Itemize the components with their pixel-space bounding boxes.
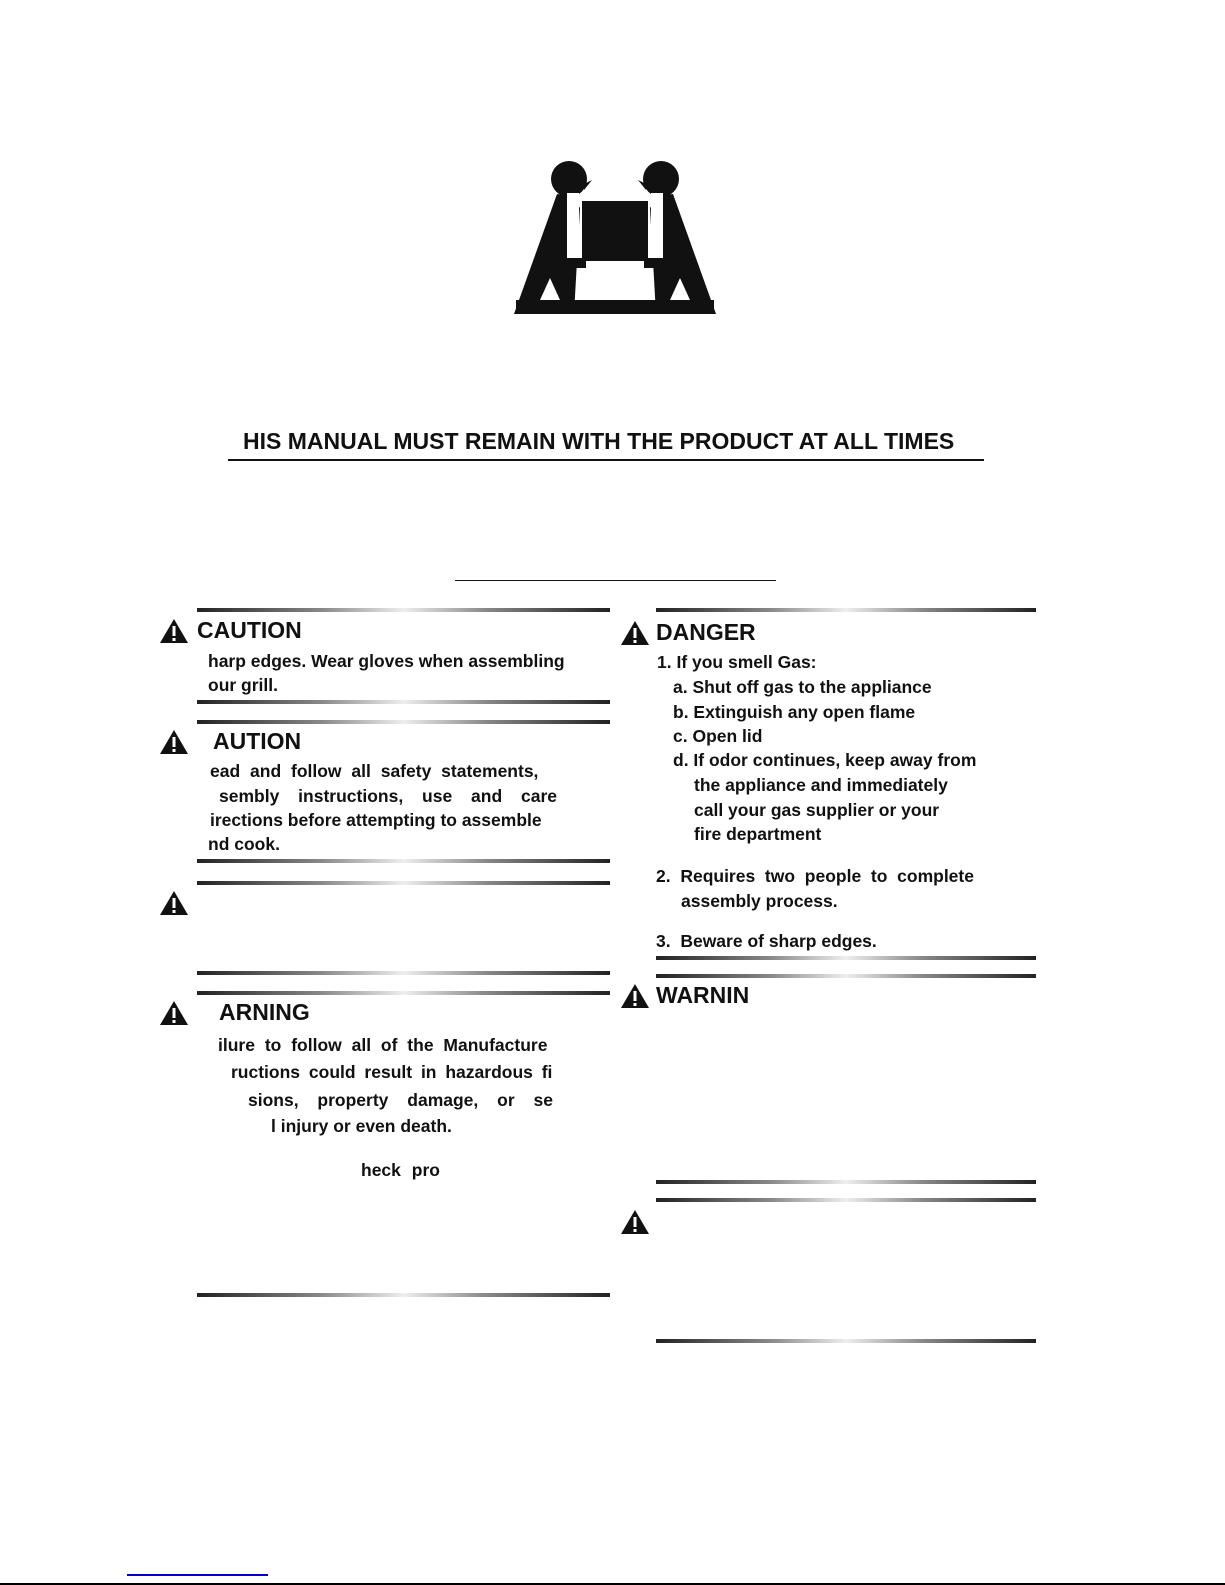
danger-item: assembly process. [681,891,838,911]
caution-text: ead and follow all safety statements, [210,761,539,781]
divider [656,1339,1036,1343]
warning-heading: WARNIN [656,982,750,1008]
warning-heading: ARNING [219,999,310,1025]
caution-text: sembly instructions, use and care [219,786,558,806]
warning-text: ilure to follow all of the Manufacture [218,1035,548,1055]
caution-text: our grill. [208,675,278,695]
caution-text: nd cook. [208,834,280,854]
danger-item: 1. If you smell Gas: [657,652,817,672]
danger-subitem: call your gas supplier or your [694,800,940,820]
danger-heading: DANGER [656,619,756,645]
caution-heading: AUTION [213,728,302,754]
divider [197,971,610,975]
danger-subitem: c. Open lid [673,726,763,746]
divider [656,974,1036,978]
warning-triangle-icon [159,1000,189,1026]
divider [197,991,610,995]
warning-text: l injury or even death. [271,1116,452,1136]
caution-text: irections before attempting to assemble [210,810,542,830]
caution-heading: CAUTION [197,617,302,643]
check-text: heck pro [361,1160,440,1180]
manual-notice: HIS MANUAL MUST REMAIN WITH THE PRODUCT AT ALL TIMES [243,428,955,454]
warning-triangle-icon [159,729,189,755]
danger-item: 2. Requires two people to complete [656,866,974,886]
divider [197,720,610,724]
two-person-lift-icon [512,158,718,316]
danger-item: 3. Beware of sharp edges. [656,931,877,951]
divider [197,608,610,612]
danger-subitem: a. Shut off gas to the appliance [673,677,932,697]
warning-text: ructions could result in hazardous fi [231,1062,553,1082]
divider [656,956,1036,960]
notice-underline [228,459,984,461]
warning-triangle-icon [620,620,650,646]
danger-subitem: b. Extinguish any open flame [673,702,916,722]
divider [197,859,610,863]
danger-subitem: the appliance and immediately [694,775,948,795]
divider [656,1198,1036,1202]
divider [656,1180,1036,1184]
divider [197,881,610,885]
warning-text: sions, property damage, or se [248,1090,553,1110]
divider [656,608,1036,612]
warning-triangle-icon [159,890,189,916]
warning-triangle-icon [620,983,650,1009]
danger-subitem: d. If odor continues, keep away from [673,750,977,770]
blank-line [455,580,776,581]
divider [197,700,610,704]
link-underline[interactable] [127,1574,268,1576]
divider [197,1293,610,1297]
warning-triangle-icon [159,618,189,644]
danger-subitem: fire department [694,824,822,844]
warning-triangle-icon [620,1209,650,1235]
caution-text: harp edges. Wear gloves when assembling [208,651,565,671]
